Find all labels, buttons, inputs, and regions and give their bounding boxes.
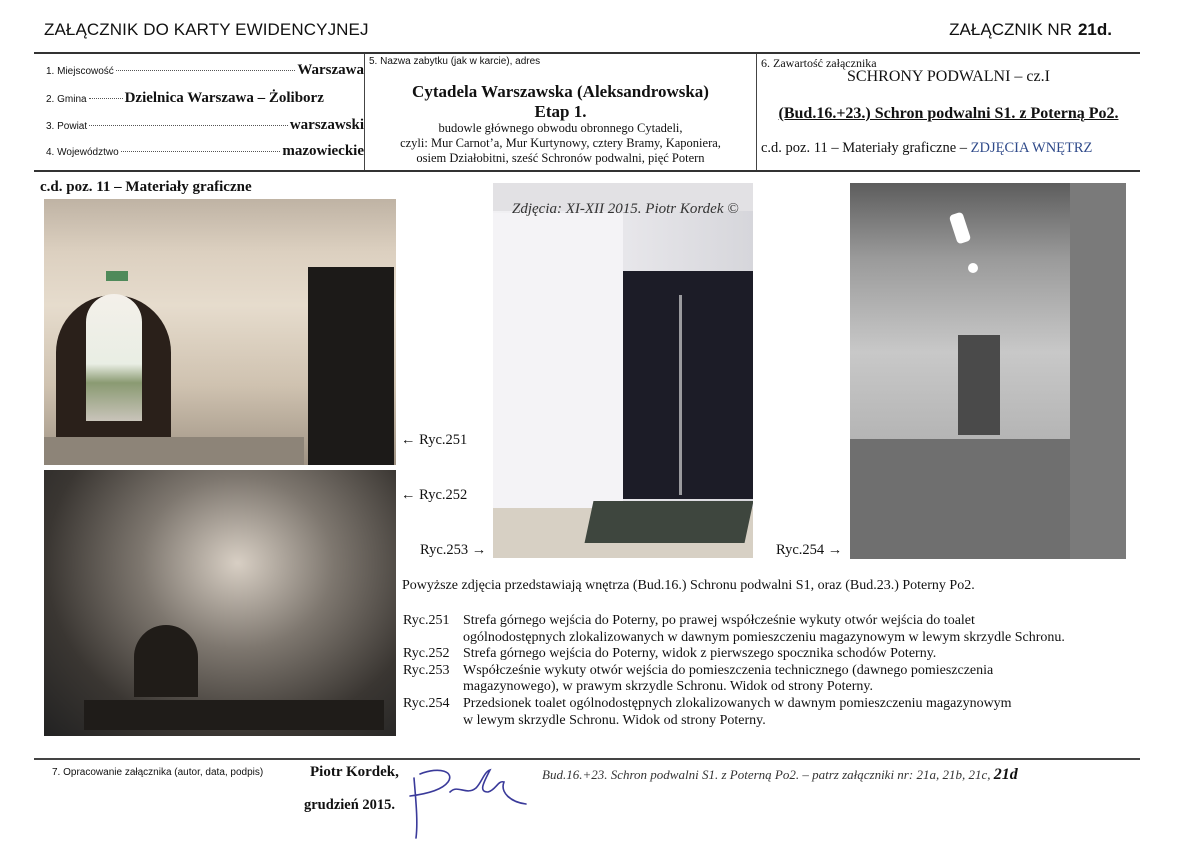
contents-continuation — [761, 140, 1092, 157]
field-value: Warszawa — [297, 62, 364, 78]
field-value: mazowieckie — [282, 143, 364, 159]
caption-text — [463, 646, 936, 663]
monument-column — [364, 54, 756, 170]
field-wojewodztwo — [46, 143, 364, 165]
attachment-prefix: ZAŁĄCZNIK NR — [949, 20, 1072, 39]
field-powiat — [46, 117, 364, 139]
caption-item — [403, 613, 1065, 646]
caption-number: Ryc.251 — [403, 613, 450, 628]
figure-label-253: Ryc.253 → — [420, 542, 487, 558]
caption-text — [463, 696, 1012, 729]
continuation-prefix: c.d. poz. 11 – Materiały graficzne – — [761, 140, 971, 156]
caption-text — [463, 663, 993, 696]
field-label: 1. Miejscowość — [46, 66, 114, 77]
railing-shape — [84, 700, 384, 730]
caption-item — [403, 663, 1065, 696]
photo-ryc-254 — [850, 183, 1126, 559]
floor-shape — [44, 437, 304, 465]
continuation-accent: ZDJĘCIA WNĘTRZ — [970, 140, 1093, 156]
dot-leader — [89, 125, 288, 126]
caption-number: Ryc.253 — [403, 662, 450, 678]
door-shape — [958, 335, 1000, 435]
figure-label-252: ← Ryc.252 — [401, 487, 468, 503]
photo-ryc-252 — [44, 470, 396, 736]
monument-name: Cytadela Warszawska (Aleksandrowska) — [412, 82, 709, 101]
description-line: osiem Działobitni, sześć Schronów podwalni, pięć Potern — [416, 151, 705, 165]
photo-ryc-251 — [44, 199, 396, 465]
door-shape — [623, 271, 753, 499]
caption-line: Strefa górnego wejścia do Poterny, po prawej współcześnie wykuty otwór wejścia do toalet — [463, 613, 975, 628]
location-column — [34, 54, 364, 170]
doormat-shape — [585, 501, 753, 543]
caption-line: Strefa górnego wejścia do Poterny, widok z pierwszego spocznika schodów Poterny. — [463, 646, 937, 662]
field-label: 2. Gmina — [46, 94, 87, 105]
caption-item — [403, 646, 1065, 663]
figure-label-251: ← Ryc.251 — [401, 432, 468, 448]
caption-text — [463, 613, 1065, 646]
caption-line: w lewym skrzydle Schronu. Widok od strony Poterny. — [463, 712, 766, 728]
dot-leader — [121, 151, 281, 152]
summary-text: Powyższe zdjęcia przedstawiają wnętrza (Bud.16.) Schronu podwalni S1, oraz (Bud.23.) Poterny Po2. — [402, 578, 975, 593]
author-name: Piotr Kordek, — [310, 764, 399, 780]
document-title: ZAŁĄCZNIK DO KARTY EWIDENCYJNEJ — [44, 20, 369, 39]
monument-stage: Etap 1. — [534, 102, 587, 121]
caption-line: Przedsionek toalet ogólnodostępnych zlokalizowanych w dawnym pomieszczeniu magazynowym — [463, 695, 1012, 711]
figure-label-254: Ryc.254 → — [776, 542, 843, 558]
contents-label: 6. Zawartość załącznika — [761, 56, 877, 70]
description-line: czyli: Mur Carnot’a, Mur Kurtynowy, cztery Bramy, Kaponiera, — [400, 136, 721, 150]
ceiling-light-icon — [949, 212, 972, 245]
prepared-by-label: 7. Opracowanie załącznika (autor, data, podpis) — [52, 767, 264, 778]
caption-list — [403, 613, 1065, 729]
arch-shape — [134, 625, 198, 697]
reference-current: 21d — [993, 766, 1018, 783]
caption-line: ogólnodostępnych zlokalizowanych w dawnym pomieszczeniu magazynowym w lewym skrzydle Schronu. — [463, 629, 1065, 645]
caption-item — [403, 696, 1065, 729]
signature-icon — [380, 762, 530, 842]
door-shape — [308, 267, 394, 465]
exit-sign-icon — [106, 271, 128, 281]
info-table — [34, 52, 1140, 172]
field-label: 4. Województwo — [46, 147, 119, 158]
dot-leader — [116, 70, 296, 71]
arch-opening — [86, 294, 142, 421]
caption-number: Ryc.254 — [403, 695, 450, 711]
field-value: Dzielnica Warszawa – Żoliborz — [124, 90, 324, 106]
description-line: budowle głównego obwodu obronnego Cytadeli, — [438, 121, 683, 135]
photo-credit: Zdjęcia: XI-XII 2015. Piotr Kordek © — [512, 201, 739, 217]
dot-leader — [89, 98, 123, 99]
photo-ryc-253 — [493, 183, 753, 558]
door-handle-shape — [679, 295, 682, 495]
caption-line: magazynowego), w prawym skrzydle Schronu. Widok od strony Poterny. — [463, 679, 874, 695]
contents-building: (Bud.16.+23.) Schron podwalni S1. z Poterną Po2. — [778, 105, 1119, 122]
reference-prefix: Bud.16.+23. Schron podwalni S1. z Poterną Po2. – patrz załączniki nr: 21a, 21b, 21c, — [542, 767, 994, 782]
caption-line: Współcześnie wykuty otwór wejścia do pomieszczenia technicznego (dawnego pomieszczenia — [463, 662, 994, 678]
attachment-number-value: 21d. — [1077, 20, 1112, 39]
attachment-number — [949, 20, 1112, 40]
field-label: 3. Powiat — [46, 121, 88, 132]
floor-shape — [850, 439, 1070, 559]
section-title: c.d. poz. 11 – Materiały graficzne — [40, 179, 252, 195]
wall-shape — [493, 213, 623, 533]
monument-label: 5. Nazwa zabytku (jak w karcie), adres — [369, 56, 541, 67]
caption-number: Ryc.252 — [403, 646, 450, 662]
field-value: warszawski — [289, 117, 364, 133]
field-gmina — [46, 90, 364, 112]
ceiling-light-icon — [968, 263, 978, 273]
wall-shape — [1070, 183, 1126, 559]
prepared-date: grudzień 2015. — [304, 797, 396, 813]
monument-description — [365, 121, 756, 166]
reference-text — [542, 766, 1018, 784]
footer-divider — [34, 758, 1140, 760]
field-miejscowosc — [46, 62, 364, 84]
contents-column — [756, 54, 1140, 170]
contents-group: SCHRONY PODWALNI – cz.I — [847, 68, 1050, 85]
